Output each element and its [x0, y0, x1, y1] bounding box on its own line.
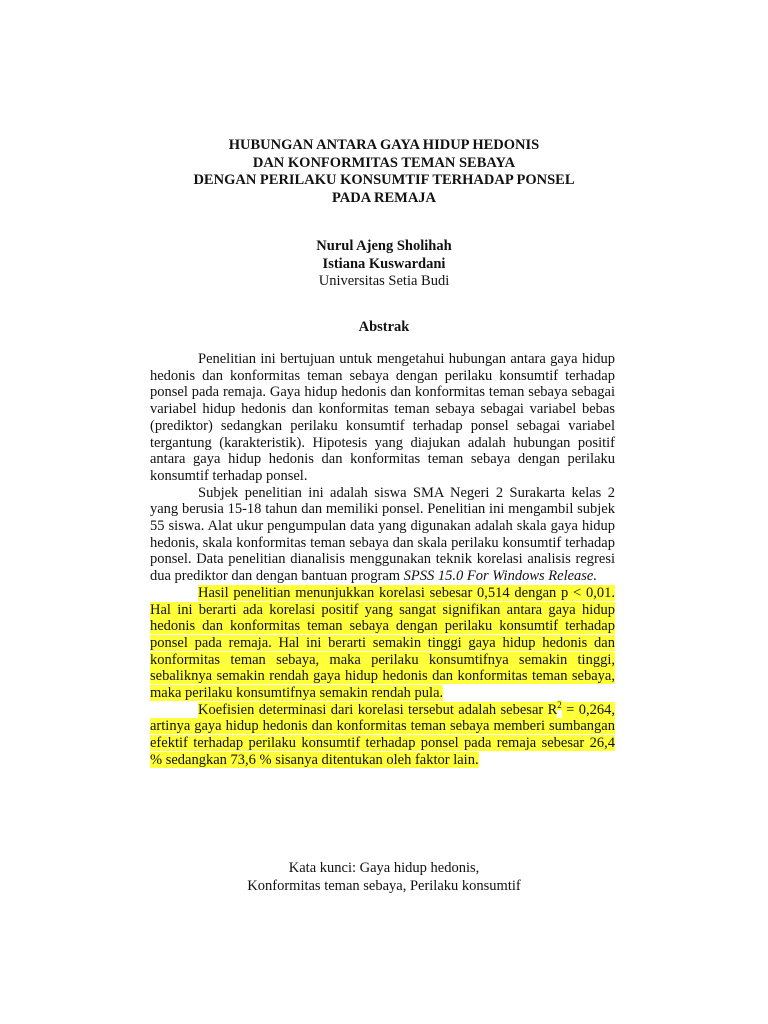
highlighted-text: = 0,264, artinya gaya hidup hedonis dan konformitas teman sebaya memberi sumbangan efektif terhadap perilaku konsumtif terhadap ponsel pada remaja sebesar 26,4 % sedangkan 73,6 % sisanya ditentukan oleh faktor lain.: [150, 701, 615, 768]
title-line: HUBUNGAN ANTARA GAYA HIDUP HEDONIS: [228, 137, 540, 153]
keywords-line: Konformitas teman sebaya, Perilaku konsumtif: [247, 877, 521, 894]
author-name: Nurul Ajeng Sholihah: [316, 238, 452, 254]
highlighted-paragraph: [150, 699, 615, 769]
keywords: [0, 860, 768, 895]
keywords-line: Kata kunci: Gaya hidup hedonis,: [288, 860, 480, 876]
highlighted-paragraph: [150, 585, 615, 702]
abstract-paragraph: [150, 485, 615, 585]
affiliation: Universitas Setia Budi: [318, 273, 450, 289]
highlighted-text: Hasil penelitian menunjukkan korelasi sebesar 0,514 dengan p < 0,01. Hal ini berarti ada korelasi positif yang sangat signifikan antara gaya hidup hedonis dan konformitas teman sebaya dengan perilaku konsumtif terhadap ponsel pada remaja. Hal ini berarti semakin tinggi gaya hidup hedonis dan konformitas teman sebaya, maka perilaku konsumtifnya semakin tinggi, sebaliknya semakin rendah gaya hidup hedonis dan konformitas teman sebaya, maka perilaku konsumtifnya semakin rendah pula.: [150, 584, 615, 702]
title-line: DAN KONFORMITAS TEMAN SEBAYA: [252, 154, 516, 171]
author-block: [0, 238, 768, 291]
author-name: Istiana Kuswardani: [322, 255, 446, 272]
title-line: DENGAN PERILAKU KONSUMTIF TERHADAP PONSEL: [193, 172, 575, 188]
abstract-body: [150, 351, 615, 769]
paper-title: [0, 137, 768, 207]
abstract-heading: Abstrak: [358, 319, 410, 335]
title-line: PADA REMAJA: [331, 189, 437, 206]
highlighted-text: Koefisien determinasi dari korelasi tersebut adalah sebesar R: [198, 701, 558, 718]
paragraph-text: Subjek penelitian ini adalah siswa SMA Negeri 2 Surakarta kelas 2 yang berusia 15-18 tahun dan memiliki ponsel. Penelitian ini mengambil subjek 55 siswa. Alat ukur pengumpulan data yang digunakan adalah skala gaya hidup hedonis, skala konformitas teman sebaya dan skala perilaku konsumtif terhadap ponsel. Data penelitian dianalisis menggunakan teknik korelasi analisis regresi dua prediktor dan dengan bantuan program: [150, 484, 615, 585]
superscript: 2: [557, 699, 562, 710]
abstract-paragraph: Penelitian ini bertujuan untuk mengetahui hubungan antara gaya hidup hedonis dan konformitas teman sebaya dengan perilaku konsumtif terhadap ponsel pada remaja. Gaya hidup hedonis dan konformitas teman sebaya sebagai variabel hidup hedonis dan konformitas teman sebaya sebagai variabel bebas (prediktor) sedangkan perilaku konsumtif terhadap ponsel sebagai variabel tergantung (karakteristik). Hipotesis yang diajukan adalah hubungan positif antara gaya hidup hedonis dan konformitas teman sebaya dengan perilaku konsumtif terhadap ponsel.: [150, 351, 615, 484]
software-name: SPSS 15.0 For Windows Release.: [403, 568, 597, 585]
